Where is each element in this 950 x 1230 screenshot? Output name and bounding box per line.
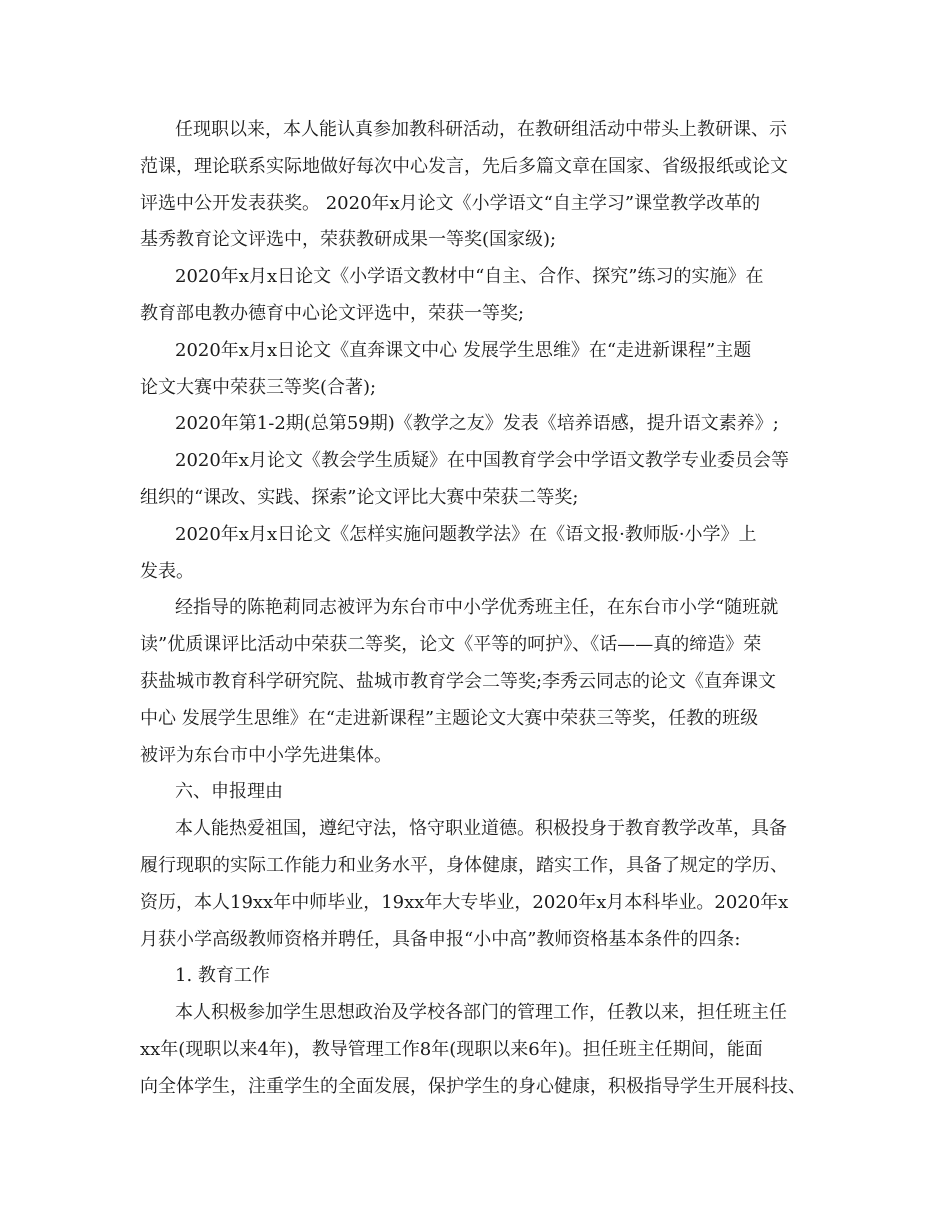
text-line: 读”优质课评比活动中荣获二等奖，论文《平等的呵护》、《话——真的缔造》荣 (140, 634, 762, 656)
text-line: 中心 发展学生思维》在“走进新课程”主题论文大赛中荣获三等奖，任教的班级 (140, 707, 759, 729)
text-line: 发表。 (140, 560, 194, 582)
text-line: 本人能热爱祖国，遵纪守法，恪守职业道德。积极投身于教育教学改革，具备 (175, 818, 787, 840)
text-line: 2020年x月x日论文《小学语文教材中“自主、合作、探究”练习的实施》在 (175, 266, 764, 288)
text-line: 教育部电教办德育中心论文评选中，荣获一等奖; (140, 302, 525, 324)
document-body (140, 112, 820, 1106)
text-line: 评选中公开发表获奖。 2020年x月论文《小学语文“自主学习”课堂教学改革的 (140, 192, 761, 214)
text-line: 本人积极参加学生思想政治及学校各部门的管理工作，任教以来，担任班主任 (175, 1002, 787, 1024)
text-line: 2020年第1-2期(总第59期)《教学之友》发表《培养语感，提升语文素养》; (175, 413, 779, 435)
text-line: 资历，本人19xx年中师毕业，19xx年大专毕业，2020年x月本科毕业。2020年x (140, 891, 789, 913)
text-line: 向全体学生，注重学生的全面发展，保护学生的身心健康，积极指导学生开展科技、 (140, 1075, 806, 1097)
text-line: 1. 教育工作 (175, 965, 270, 987)
text-line: 2020年x月x日论文《直奔课文中心 发展学生思维》在“走进新课程”主题 (175, 339, 752, 361)
text-line: 履行现职的实际工作能力和业务水平，身体健康，踏实工作，具备了规定的学历、 (140, 854, 788, 876)
text-line: 月获小学高级教师资格并聘任，具备申报“小中高”教师资格基本条件的四条: (140, 928, 741, 950)
text-line: 六、申报理由 (175, 781, 283, 803)
text-line: 范课，理论联系实际地做好每次中心发言，先后多篇文章在国家、省级报纸或论文 (140, 155, 788, 177)
text-line: 被评为东台市中小学先进集体。 (140, 744, 392, 766)
text-line: 获盐城市教育科学研究院、盐城市教育学会二等奖;李秀云同志的论文《直奔课文 (140, 670, 777, 692)
text-line: 组织的“课改、实践、探索”论文评比大赛中荣获二等奖; (140, 486, 579, 508)
text-line: 2020年x月论文《教会学生质疑》在中国教育学会中学语文教学专业委员会等 (175, 450, 789, 472)
text-line: 2020年x月x日论文《怎样实施问题教学法》在《语文报·教师版·小学》上 (175, 523, 757, 545)
text-line: 任现职以来，本人能认真参加教科研活动，在教研组活动中带头上教研课、示 (175, 119, 787, 140)
text-line: 经指导的陈艳莉同志被评为东台市中小学优秀班主任，在东台市小学“随班就 (175, 597, 779, 619)
text-line: 论文大赛中荣获三等奖(合著); (140, 376, 377, 398)
text-line: xx年(现职以来4年)，教导管理工作8年(现职以来6年)。担任班主任期间，能面 (140, 1038, 763, 1060)
text-line: 基秀教育论文评选中，荣获教研成果一等奖(国家级); (140, 229, 557, 251)
